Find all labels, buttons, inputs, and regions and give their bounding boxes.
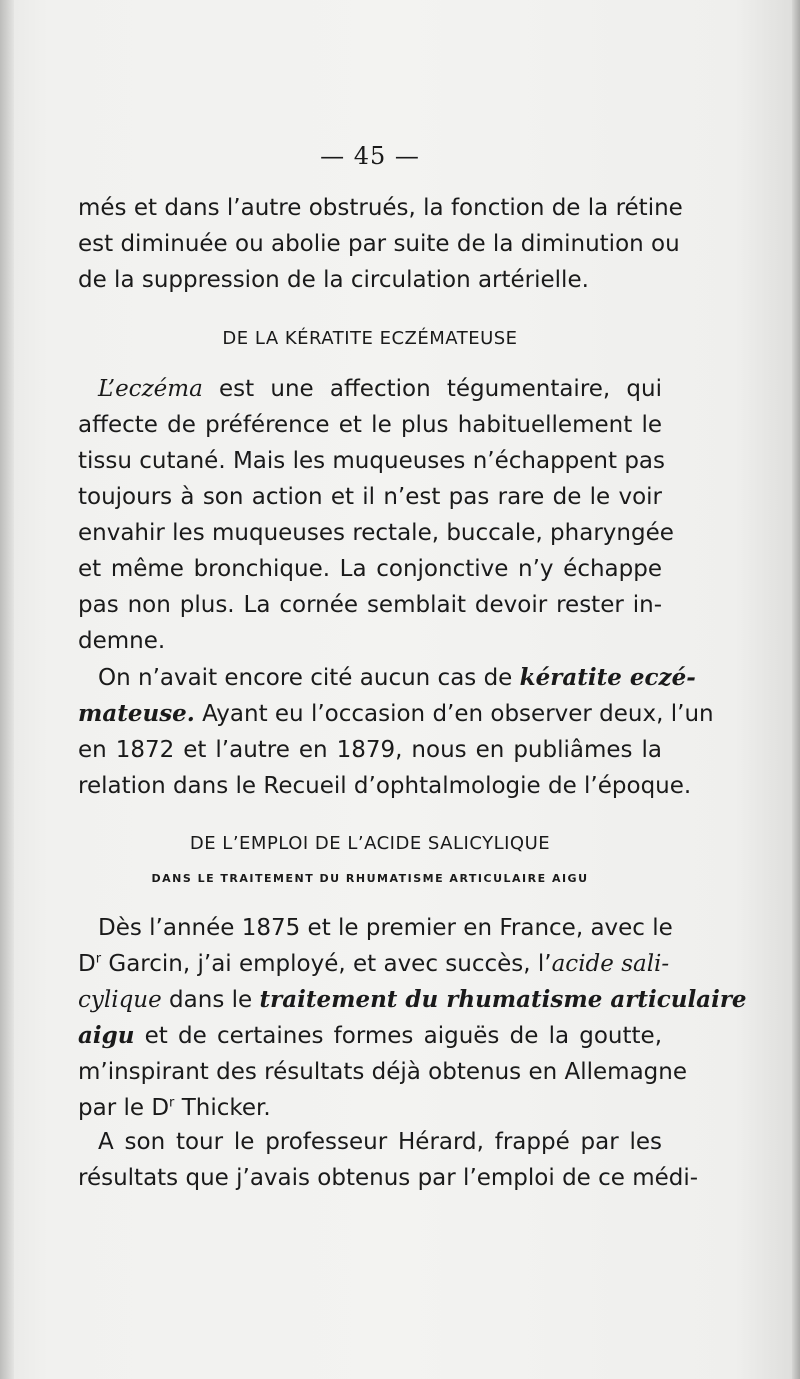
text-line: A son tour le professeur Hérard, frappé par les xyxy=(98,1129,662,1155)
italic-term: acide sali- xyxy=(551,951,670,977)
text-line xyxy=(78,696,714,732)
bold-italic-term: kératite eczé- xyxy=(519,664,696,691)
bold-italic-term: traitement du rhumatisme articulaire xyxy=(259,986,747,1013)
text-line: de la suppression de la circulation artérielle. xyxy=(78,267,589,293)
text-line xyxy=(78,1018,662,1054)
text-line xyxy=(78,660,696,696)
text-line: envahir les muqueuses rectale, buccale, pharyngée xyxy=(78,520,674,546)
italic-term: cylique xyxy=(78,987,162,1013)
text-span: est une affection tégumentaire, qui xyxy=(202,376,662,402)
text-line xyxy=(78,1090,662,1126)
section-heading-acide-salicylique: DE L’EMPLOI DE L’ACIDE SALICYLIQUE xyxy=(189,833,551,854)
page-number: — 45 — xyxy=(320,142,420,170)
text-line: en 1872 et l’autre en 1879, nous en publiâmes la xyxy=(78,737,662,763)
text-span: par le D xyxy=(78,1095,170,1121)
text-line: et même bronchique. La conjonctive n’y échappe xyxy=(78,556,662,582)
superscript: r xyxy=(95,951,102,967)
section-heading-keratite: DE LA KÉRATITE ECZÉMATEUSE xyxy=(222,328,518,349)
text-line: m’inspirant des résultats déjà obtenus en Allemagne xyxy=(78,1059,687,1085)
text-span: Thicker. xyxy=(174,1095,271,1121)
italic-term: L’eczéma xyxy=(98,376,203,402)
text-line: toujours à son action et il n’est pas rare de le voir xyxy=(78,484,662,510)
page-spine-shadow xyxy=(0,0,14,1379)
section-subheading: DANS LE TRAITEMENT DU RHUMATISME ARTICULAIRE AIGU xyxy=(151,872,589,885)
text-span: D xyxy=(78,951,96,977)
text-span: Ayant eu l’occasion d’en observer deux, l’un xyxy=(194,701,714,727)
text-line: Dès l’année 1875 et le premier en France, avec le xyxy=(98,915,673,941)
text-span: et de certaines formes aiguës de la goutte, xyxy=(134,1023,662,1049)
text-line xyxy=(78,982,747,1018)
page-edge-shadow xyxy=(792,0,800,1379)
text-span: Garcin, j’ai employé, et avec succès, l’ xyxy=(101,951,552,977)
text-line: relation dans le Recueil d’ophtalmologie de l’époque. xyxy=(78,773,692,799)
text-span: On n’avait encore cité aucun cas de xyxy=(98,665,520,691)
bold-italic-term: aigu xyxy=(78,1022,135,1049)
text-line: affecte de préférence et le plus habituellement le xyxy=(78,412,662,438)
text-line: demne. xyxy=(78,628,166,654)
text-line: pas non plus. La cornée semblait devoir rester in- xyxy=(78,592,662,618)
text-line xyxy=(78,371,662,407)
text-line: est diminuée ou abolie par suite de la diminution ou xyxy=(78,231,680,257)
text-line: tissu cutané. Mais les muqueuses n’échappent pas xyxy=(78,448,666,474)
text-span: dans le xyxy=(161,987,260,1013)
bold-italic-term: mateuse. xyxy=(78,700,195,727)
text-line: résultats que j’avais obtenus par l’emploi de ce médi- xyxy=(78,1165,699,1191)
superscript: r xyxy=(169,1095,175,1111)
text-line: més et dans l’autre obstrués, la fonction de la rétine xyxy=(78,195,683,221)
text-line xyxy=(78,946,670,982)
